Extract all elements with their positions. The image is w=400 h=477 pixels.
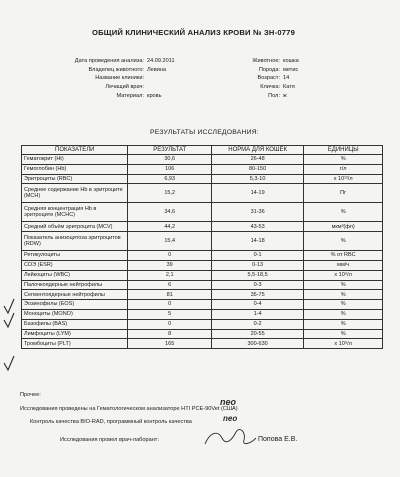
result-cell: 39 [128,260,211,270]
table-header-row [22,146,383,155]
meta-left-value [144,83,147,92]
meta-right-label: Порода: [258,66,280,73]
meta-left-row [20,57,175,66]
table-row [22,164,383,174]
header-units: ЕДИНИЦЫ [304,146,383,155]
footer-analyzer: Исследования проведены на Гематологическом анализаторе HTI PCE-90Vet (США) [20,406,238,412]
result-cell: 6,93 [128,174,211,184]
table-row [22,203,383,222]
meta-right-row [236,57,299,66]
table-row [22,232,383,251]
norm-cell: 300-630 [211,339,303,349]
results-table-body [22,155,383,349]
norm-cell: 14-18 [211,232,303,251]
result-cell: 6 [128,280,211,290]
meta-right-row [236,74,299,83]
meta-left [20,57,175,101]
table-row [22,300,383,310]
meta-left-label: Материал: [116,92,144,99]
neo-logo: neo [223,414,238,423]
meta-left-row [20,66,175,75]
indicator-cell: Палочкоядерные нейтрофилы [22,280,128,290]
indicator-cell: Моноциты (MONO) [22,309,128,319]
units-cell: % [304,290,383,300]
table-row [22,174,383,184]
result-cell: 0 [128,251,211,261]
meta-left-row [20,74,175,83]
meta-left-value [144,74,147,83]
units-cell: % [304,329,383,339]
units-cell: мм/ч [304,260,383,270]
meta-right-label: Кличка: [260,84,280,91]
table-row [22,184,383,203]
meta-left-label: Название клиники: [95,75,144,82]
norm-cell: 0-4 [211,300,303,310]
table-row [22,329,383,339]
indicator-cell: Средняя концентрация Hb в эритроците (MCHC) [22,203,128,222]
indicator-cell: Показатель анизоцитоза эритроцитов (RDW) [22,232,128,251]
header-norm: НОРМА ДЛЯ КОШЕК [211,146,303,155]
table-row [22,155,383,165]
meta-right-label: Пол: [268,92,280,99]
result-cell: 8 [128,329,211,339]
footer-quality: Контроль качества BIO-RAD, программный контроль качества [30,419,192,425]
table-row [22,290,383,300]
table-row [22,309,383,319]
result-cell: 81 [128,290,211,300]
result-cell: 5 [128,309,211,319]
units-cell: % [304,232,383,251]
meta-right-row [236,66,299,75]
table-row [22,222,383,232]
indicator-cell: Тромбоциты (PLT) [22,339,128,349]
header-result: РЕЗУЛЬТАТ [128,146,211,155]
units-cell: % [304,280,383,290]
indicator-cell: Эозинофилы (EOS) [22,300,128,310]
meta-left-row [20,92,175,101]
result-cell: 165 [128,339,211,349]
units-cell: % [304,155,383,165]
norm-cell: 5,5-18,5 [211,270,303,280]
result-cell: 106 [128,164,211,174]
table-row [22,251,383,261]
units-cell: мкм³(фл) [304,222,383,232]
meta-right-value: ж [283,92,287,99]
norm-cell: 0-13 [211,260,303,270]
meta-right-value: 14 [283,75,290,82]
norm-cell: 26-48 [211,155,303,165]
units-cell: х 10⁹/л [304,270,383,280]
result-cell: 2,1 [128,270,211,280]
indicator-cell: Лейкоциты (WBC) [22,270,128,280]
table-row [22,270,383,280]
norm-cell: 14-19 [211,184,303,203]
indicator-cell: СОЭ (ESR) [22,260,128,270]
results-heading: РЕЗУЛЬТАТЫ ИССЛЕДОВАНИЯ: [150,129,259,136]
norm-cell: 35-75 [211,290,303,300]
result-cell: 15,4 [128,232,211,251]
check-mark-icon [4,356,14,370]
result-cell: 0 [128,300,211,310]
result-cell: 30,6 [128,155,211,165]
result-cell: 0 [128,319,211,329]
indicator-cell: Эритроциты (RBC) [22,174,128,184]
table-row [22,260,383,270]
meta-right-value: Катя [283,84,295,91]
footer-performed: Исследования провел врач-лаборант: [60,437,159,443]
results-table [21,145,383,349]
norm-cell: 1-4 [211,309,303,319]
result-cell: 34,6 [128,203,211,222]
indicator-cell: Лимфоциты (LYM) [22,329,128,339]
norm-cell: 31-36 [211,203,303,222]
table-row [22,319,383,329]
table-row [22,280,383,290]
units-cell: % [304,300,383,310]
indicator-cell: Гематокрит (Ht) [22,155,128,165]
result-cell: 15,2 [128,184,211,203]
units-cell: Пг [304,184,383,203]
table-row [22,339,383,349]
meta-right [236,57,299,101]
indicator-cell: Средний объём эритроцита (MCV) [22,222,128,232]
meta-left-value: Левина [147,66,167,73]
result-cell: 44,2 [128,222,211,232]
norm-cell: 43-53 [211,222,303,232]
units-cell: % [304,203,383,222]
neo-logo: neo [220,397,237,407]
meta-left-value: кровь [147,92,162,99]
header-indicator: ПОКАЗАТЕЛИ [22,146,128,155]
indicator-cell: Ретикулоциты [22,251,128,261]
norm-cell: 0-3 [211,280,303,290]
indicator-cell: Сегментоядерные нейтрофилы [22,290,128,300]
norm-cell: 5,3-10 [211,174,303,184]
meta-left-label: Владелец животного: [88,66,144,73]
meta-right-value: метис [283,66,299,73]
footer-other: Прочее: [20,392,41,398]
meta-right-label: Животное: [252,58,280,64]
norm-cell: 0-2 [211,319,303,329]
units-cell: х 10⁹/л [304,339,383,349]
meta-right-row [236,92,299,101]
indicator-cell: Гемоглобин (Hb) [22,164,128,174]
indicator-cell: Базофилы (BAS) [22,319,128,329]
meta-left-row [20,83,175,92]
meta-left-value: 24.09.2011 [147,58,175,64]
report-title: ОБЩИЙ КЛИНИЧЕСКИЙ АНАЛИЗ КРОВИ № ЗН-0779 [92,28,296,37]
meta-right-value: кошка [283,58,299,64]
units-cell: х 10¹²/л [304,174,383,184]
meta-right-label: Возраст: [257,75,280,82]
check-mark-icon [4,313,14,327]
units-cell: % [304,309,383,319]
meta-left-label: Дата проведения анализа: [74,58,144,64]
signer-name: Попова Е.В. [258,436,298,443]
meta-right-row [236,83,299,92]
units-cell: г/л [304,164,383,174]
indicator-cell: Среднее содержание Hb в эритроците (MCH) [22,184,128,203]
norm-cell: 80-150 [211,164,303,174]
check-mark-icon [4,299,14,313]
units-cell: % от RBC [304,251,383,261]
meta-left-label: Лечащий врач: [105,84,144,91]
norm-cell: 0-1 [211,251,303,261]
units-cell: % [304,319,383,329]
norm-cell: 20-55 [211,329,303,339]
